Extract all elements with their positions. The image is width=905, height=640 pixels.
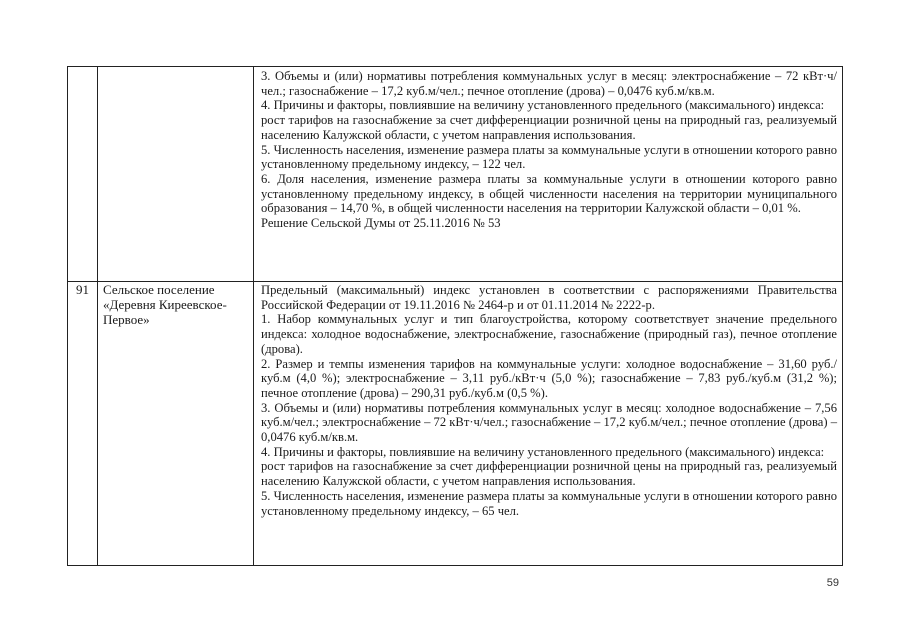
paragraph: рост тарифов на газоснабжение за счет дифференциации розничной цены на природный газ, реализуемый населению Калужской области, с учетом направления использования.	[261, 459, 837, 489]
column-divider	[253, 281, 254, 565]
column-divider	[97, 281, 98, 565]
paragraph: 6. Доля населения, изменение размера платы за коммунальные услуги в отношении которого равно установленному предельному индексу, в общей численности населения на территории муниципального образования – 14,70 %, в общей численности населения на территории Калужской области – 0,01 %.	[261, 171, 837, 216]
municipality-name: Сельское поселение «Деревня Киреевское-Первое»	[103, 282, 227, 327]
paragraph: 1. Набор коммунальных услуг и тип благоустройства, которому соответствует значение предельного индекса: холодное водоснабжение, электроснабжение, газоснабжение (природный газ), печное отопление (дрова).	[261, 312, 837, 356]
table-row	[68, 281, 842, 565]
column-divider	[253, 67, 254, 281]
column-divider	[97, 67, 98, 281]
description-cell	[261, 281, 837, 518]
paragraph: Предельный (максимальный) индекс установлен в соответствии с распоряжениями Правительства Российской Федерации от 19.11.2016 № 2464-р и от 01.11.2014 № 2222-р.	[261, 283, 837, 312]
table-row	[68, 67, 842, 282]
paragraph: 2. Размер и темпы изменения тарифов на коммунальные услуги: холодное водоснабжение – 31,60 руб./куб.м (4,0 %); электроснабжение – 3,11 руб./кВт·ч (5,0 %); газоснабжение – 7,83 руб./куб.м (31,2 %); печное отопление (дрова) – 290,31 руб./куб.м (0,5 %).	[261, 356, 837, 400]
decision-reference: Решение Сельской Думы от 25.11.2016 № 53	[261, 216, 501, 231]
paragraph: 5. Численность населения, изменение размера платы за коммунальные услуги в отношении которого равно установленному предельному индексу, – 122 чел.	[261, 142, 837, 172]
description-cell	[261, 67, 837, 231]
paragraph: рост тарифов на газоснабжение за счет дифференциации розничной цены на природный газ, реализуемый населению Калужской области, с учетом направления использования.	[261, 113, 837, 142]
paragraph: 5. Численность населения, изменение размера платы за коммунальные услуги в отношении которого равно установленному предельному индексу, – 65 чел.	[261, 488, 837, 518]
row-number: 91	[76, 282, 89, 297]
page-number: 59	[826, 577, 839, 589]
paragraph: 4. Причины и факторы, повлиявшие на величину установленного предельного (максимального) индекса:	[261, 98, 825, 113]
document-table	[67, 66, 843, 566]
paragraph: 3. Объемы и (или) нормативы потребления коммунальных услуг в месяц: холодное водоснабжение – 7,56 куб.м/чел.; электроснабжение – 72 кВт·ч/чел.; газоснабжение – 17,2 куб.м/чел.; печное отопление (дрова) – 0,0476 куб.м/кв.м.	[261, 400, 837, 445]
paragraph: 3. Объемы и (или) нормативы потребления коммунальных услуг в месяц: электроснабжение – 72 кВт·ч/чел.; газоснабжение – 17,2 куб.м/чел.; печное отопление (дрова) – 0,0476 куб.м/кв.м.	[261, 69, 837, 98]
paragraph: 4. Причины и факторы, повлиявшие на величину установленного предельного (максимального) индекса:	[261, 444, 825, 459]
